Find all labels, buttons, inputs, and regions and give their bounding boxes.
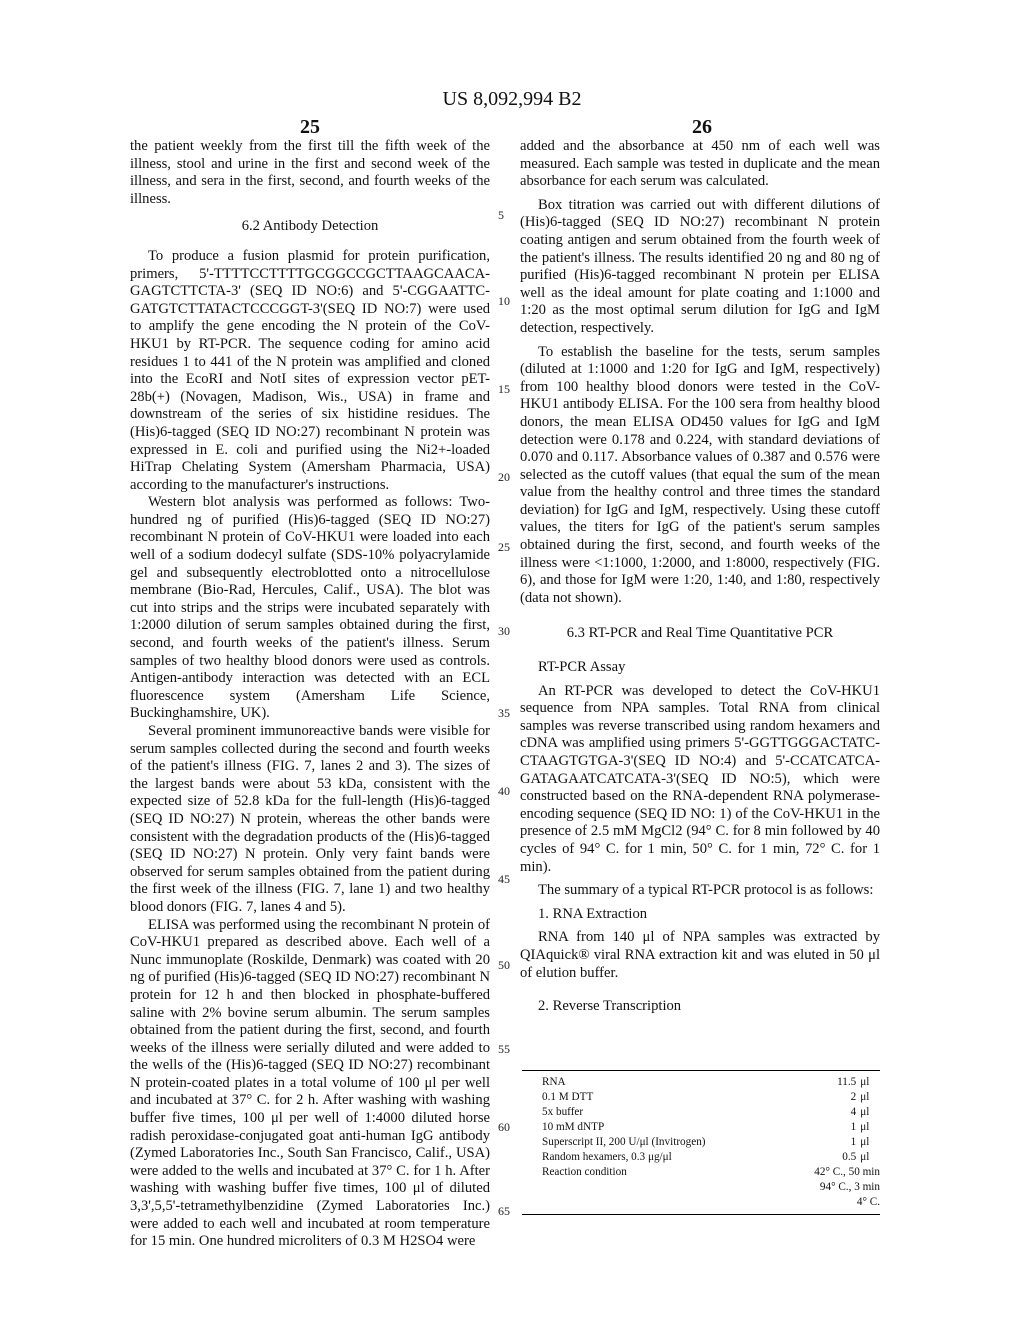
reagent-table (522, 1070, 880, 1215)
table-row: 0.1 M DTT 2 μl (542, 1091, 870, 1103)
table-top-rule (522, 1070, 880, 1071)
table-row: 10 mM dNTP 1 μl (542, 1121, 870, 1133)
table-row: Random hexamers, 0.3 μg/μl 0.5 μl (542, 1151, 870, 1163)
line-number: 15 (498, 382, 510, 396)
paragraph: To produce a fusion plasmid for protein purification, primers, 5'-TTTTCCTTTTGCGGCCGCTTAAGCAACA-GAGTCTTCTA-3' (SEQ ID NO:6) and 5'-CGGAATTC-GATGTCTTATACTCCCGGT-3'(SEQ ID NO:7) were used to amplify the gene encoding the N protein of the CoV-HKU1 by RT-PCR. The sequence coding for amino acid residues 1 to 441 of the N protein was amplified and cloned into the EcoRI and NotI sites of expression vector pET-28b(+) (Novagen, Madison, Wis., USA) in frame and downstream of the series of six histidine residues. The (His)6-tagged (SEQ ID NO:27) recombinant N protein was expressed in E. coli and purified using the Ni2+-loaded HiTrap Chelating System (Amersham Pharmacia, USA) according to the manufacturer's instructions. (130, 247, 490, 493)
table-row: RNA 11.5 μl (542, 1076, 870, 1088)
paragraph: To establish the baseline for the tests, serum samples (diluted at 1:1000 and 1:20 for IgG and IgM, respectively) from 100 healthy blood donors were tested in the CoV-HKU1 antibody ELISA. For the 100 sera from healthy blood donors, the mean ELISA OD450 values for IgG and IgM detection were 0.178 and 0.224, with standard deviations of 0.070 and 0.117. Absorbance values of 0.387 and 0.576 were selected as the cutoff values (that equal the sum of the mean value from the healthy control and three times the standard deviation) for IgG and IgM, respectively. Using these cutoff values, the titers for IgG of the patient's serum samples obtained during the first, second, and fourth weeks of the illness were <1:1000, 1:2000, and 1:8000, respectively (FIG. 6), and those for IgM were 1:20, 1:40, and 1:80, respectively (data not shown). (520, 343, 880, 606)
right-column (520, 138, 880, 1022)
line-number: 65 (498, 1204, 510, 1218)
left-column (130, 138, 490, 1251)
subsection-heading: RT-PCR Assay (538, 659, 626, 676)
line-number: 10 (498, 294, 510, 308)
line-number: 40 (498, 784, 510, 798)
page-number-left: 25 (300, 116, 320, 138)
line-number: 25 (498, 540, 510, 554)
paragraph: the patient weekly from the first till the fifth week of the illness, stool and urine in the first and second week of the illness, and sera in the first, second, and fourth weeks of the illness. (130, 138, 490, 207)
line-number: 60 (498, 1120, 510, 1134)
paragraph: The summary of a typical RT-PCR protocol is as follows: (538, 882, 874, 899)
line-number: 5 (498, 208, 504, 222)
table-row: 5x buffer 4 μl (542, 1106, 870, 1118)
table-row: 94° C., 3 min (819, 1181, 880, 1193)
section-heading: 6.3 RT-PCR and Real Time Quantitative PCR (566, 625, 834, 642)
paragraph: An RT-PCR was developed to detect the CoV-HKU1 sequence from NPA samples. Total RNA from clinical samples was reverse transcribed using random hexamers and cDNA was amplified using primers 5'-GGTTGGGACTATC-CTAAGTGTGA-3'(SEQ ID NO:4) and 5'-CCATCATCA-GATAGAATCATCATA-3'(SEQ ID NO:5), which were constructed based on the RNA-dependent RNA polymerase-encoding sequence (SEQ ID NO: 1) of the CoV-HKU1 in the presence of 2.5 mM MgCl2 (94° C. for 8 min followed by 40 cycles of 94° C. for 1 min, 50° C. for 1 min, 72° C. for 1 min). (520, 682, 880, 875)
page-number-right: 26 (692, 116, 712, 138)
table-row: 4° C. (856, 1196, 880, 1208)
line-number: 20 (498, 470, 510, 484)
line-number: 50 (498, 958, 510, 972)
line-number: 30 (498, 624, 510, 638)
table-row: Reaction condition 42° C., 50 min (542, 1166, 880, 1178)
table-row: Superscript II, 200 U/μl (Invitrogen) 1 μl (542, 1136, 870, 1148)
step-heading: 1. RNA Extraction (538, 905, 648, 922)
paragraph: Box titration was carried out with different dilutions of (His)6-tagged (SEQ ID NO:27) recombinant N protein coating antigen and serum obtained from the fourth week of the patient's illness. The results identified 20 ng and 80 ng of purified (His)6-tagged recombinant N protein per ELISA well as the ideal amount for plate coating and 1:1000 and 1:20 as the most optimal serum dilution for IgG and IgM detection, respectively. (520, 196, 880, 336)
paragraph: ELISA was performed using the recombinant N protein of CoV-HKU1 prepared as described above. Each well of a Nunc immunoplate (Roskilde, Denmark) was coated with 20 ng of purified (His)6-tagged (SEQ ID NO:27) recombinant N protein for 12 h and then blocked in phosphate-buffered saline with 2% bovine serum albumin. The serum samples obtained from the patient during the first, second, and fourth weeks of the illness were serially diluted and were added to the wells of the (His)6-tagged (SEQ ID NO:27) recombinant N protein-coated plates in a total volume of 100 μl per well and incubated at 37° C. for 2 h. After washing with washing buffer five times, 100 μl per well of 1:4000 diluted horse radish peroxidase-conjugated goat anti-human IgG antibody (Zymed Laboratories Inc., South San Francisco, Calif., USA) were added to the wells and incubated at 37° C. for 1 h. After washing with washing buffer five times, 100 μl of diluted 3,3',5,5'-tetramethylbenzidine (Zymed Laboratories Inc.) were added to each well and incubated at room temperature for 15 min. One hundred microliters of 0.3 M H2SO4 were (130, 916, 490, 1250)
paragraph: RNA from 140 μl of NPA samples was extracted by QIAquick® viral RNA extraction kit and was eluted in 50 μl of elution buffer. (520, 929, 880, 981)
line-number: 55 (498, 1042, 510, 1056)
paragraph: added and the absorbance at 450 nm of each well was measured. Each sample was tested in duplicate and the mean absorbance for each serum was calculated. (520, 138, 880, 190)
patent-number: US 8,092,994 B2 (442, 88, 582, 110)
paragraph: Western blot analysis was performed as follows: Two-hundred ng of purified (His)6-tagged (SEQ ID NO:27) recombinant N protein of CoV-HKU1 were loaded into each well of a sodium dodecyl sulfate (SDS-10% polyacrylamide gel and subsequently electroblotted onto a nitrocellulose membrane (Bio-Rad, Hercules, Calif., USA). The blot was cut into strips and the strips were incubated separately with 1:2000 dilution of serum samples obtained during the first, second, and fourth weeks of the patient's illness. Serum samples of two healthy blood donors were used as controls. Antigen-antibody interaction was detected with an ECL fluorescence system (Amersham Life Science, Buckinghamshire, UK). (130, 494, 490, 722)
line-number: 35 (498, 706, 510, 720)
section-heading: 6.2 Antibody Detection (241, 218, 379, 235)
step-heading: 2. Reverse Transcription (538, 998, 682, 1015)
line-number: 45 (498, 872, 510, 886)
paragraph: Several prominent immunoreactive bands were visible for serum samples collected during the second and fourth weeks of the patient's illness (FIG. 7, lanes 2 and 3). The sizes of the largest bands were about 53 kDa, consistent with the expected size of 52.8 kDa for the full-length (His)6-tagged (SEQ ID NO:27) N protein, whereas the other bands were consistent with the degradation products of the (His)6-tagged (SEQ ID NO:27) N protein. Only very faint bands were observed for serum samples obtained from the patient during the first week of the illness (FIG. 7, lane 1) and two healthy blood donors (FIG. 7, lanes 4 and 5). (130, 723, 490, 915)
table-bottom-rule (522, 1214, 880, 1215)
